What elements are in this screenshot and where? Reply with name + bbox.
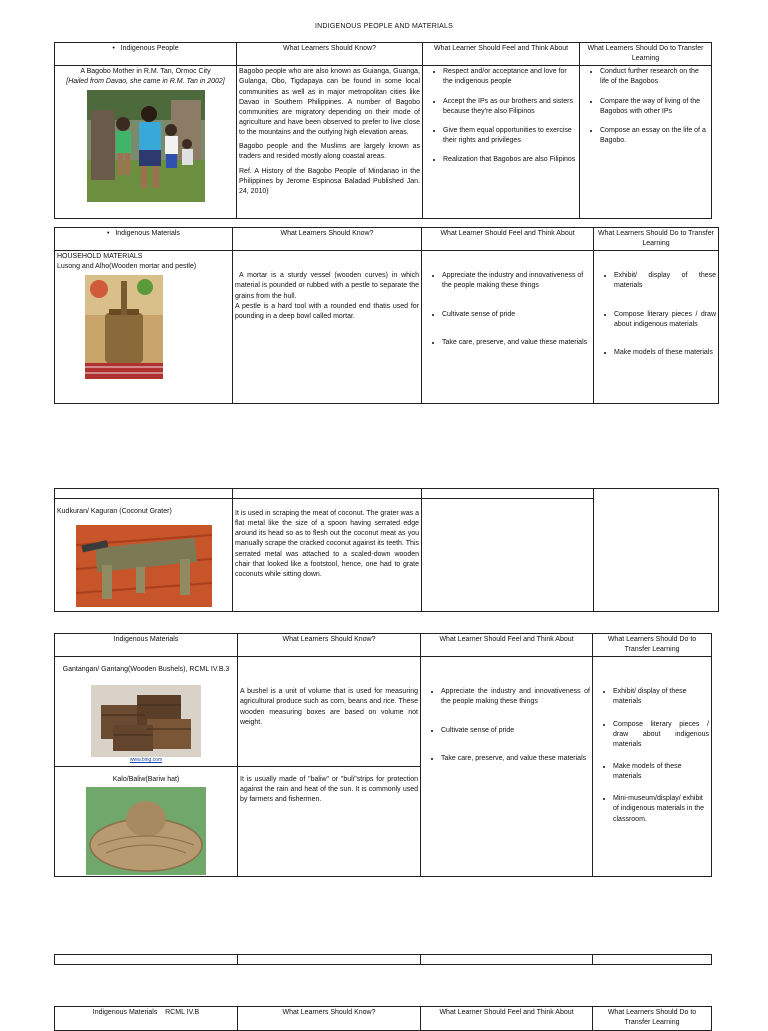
bariw-hat-photo xyxy=(86,787,206,875)
grater-know-cell xyxy=(233,499,422,612)
header-indigenous-materials: Indigenous Materials RCML IV.B xyxy=(55,1007,238,1031)
ip-know-paragraph-2: Bagobo people and the Muslims are largely known as traders and resided mostly along coastal areas. xyxy=(239,143,420,161)
header-indigenous-materials: Indigenous Materials xyxy=(55,634,238,657)
header-know: What Learners Should Know? xyxy=(238,634,421,657)
header-feel: What Learner Should Feel and Think About xyxy=(421,634,593,657)
list-item: • Make models of these materials xyxy=(613,762,709,782)
hat-description: It is usually made of "baliw" or "buli"strips for protection against the rain and heat of the sun. It is commonly used by farmers and fishermen. xyxy=(240,775,418,803)
list-item: • Accept the IPs as our brothers and sisters because they're also Filipinos xyxy=(443,97,577,117)
list-item: • Conduct further research on the life of the Bagobos xyxy=(600,67,709,87)
household-feel-cell xyxy=(422,251,594,404)
ip-know-paragraph-1: Bagobo people who are also known as Guianga, Guanga, Gulanga, Obo, Tigdapaya can be found in some local communities as well as in major metropolitan cities like Davao in Southern Philippines. A number of Bagobo communities are migratory depending on their mode of agriculture and have been observed to prefer to live close to the mountains and the outlying high elevation areas. xyxy=(239,68,420,137)
grater-item-cell xyxy=(55,499,233,612)
header-feel: What Learner Should Feel and Think About xyxy=(423,43,580,66)
pestle-description: A pestle is a hard tool with a rounded end thatis used for pounding in a deep bowl called mortar. xyxy=(235,302,419,320)
table-household-materials xyxy=(54,227,719,404)
ip-cell xyxy=(55,66,237,219)
household-know-cell xyxy=(233,251,422,404)
photo-caption-note: [Hailed from Davao, she came in R.M. Tan in 2002] xyxy=(66,78,225,86)
header-indigenous-materials: • Indigenous Materials xyxy=(55,228,233,251)
list-item: • Exhibit/ display of these materials xyxy=(614,271,716,291)
list-item: • Take care, preserve, and value these materials xyxy=(441,754,590,764)
photo-caption: A Bagobo Mother in R.M. Tan, Ormoc City xyxy=(80,68,211,76)
item-name: Gantangan/ Gantang(Wooden Bushels), RCML IV.B.3 xyxy=(62,666,230,674)
table-coconut-grater xyxy=(54,488,719,612)
bushel-item-cell xyxy=(55,657,238,766)
bagobo-mother-photo xyxy=(87,90,205,202)
list-item: • Give them equal opportunities to exercise their rights and privileges xyxy=(443,126,577,146)
header-feel: What Learner Should Feel and Think About xyxy=(422,228,594,251)
ip-transfer-cell xyxy=(580,66,712,219)
header-transfer: What Learners Should Do to Transfer Learning xyxy=(594,228,719,251)
photo-source-link[interactable]: www.bing.com xyxy=(129,757,163,764)
mortar-description: A mortar is a sturdy vessel (wooden curves) in which material is pounded or rubbed with a pestle to separate the grains from the hull. xyxy=(235,272,419,300)
item-name: Lusong and Alho(Wooden mortar and pestle) xyxy=(57,263,197,271)
coconut-grater-photo xyxy=(76,525,212,607)
table-bushels-and-hat xyxy=(54,633,712,877)
header-know: What Learners Should Know? xyxy=(237,43,423,66)
header-transfer: What Learners Should Do to Transfer Learning xyxy=(593,1007,712,1031)
list-item: • Compose literary pieces / draw about indigenous materials xyxy=(614,310,716,330)
materials-feel-cell xyxy=(421,657,593,877)
table-empty-row xyxy=(54,954,712,965)
header-know: What Learners Should Know? xyxy=(238,1007,421,1031)
bushel-know-cell xyxy=(238,657,421,766)
hat-know-cell xyxy=(238,766,421,876)
header-transfer: What Learners Should Do to Transfer Learning xyxy=(593,634,712,657)
category-label: HOUSEHOLD MATERIALS xyxy=(57,253,143,261)
header-indigenous-people: • Indigenous People xyxy=(55,43,237,66)
household-item-cell xyxy=(55,251,233,404)
list-item: • Take care, preserve, and value these materials xyxy=(442,338,591,348)
list-item: • Realization that Bagobos are also Filipinos xyxy=(443,155,577,165)
list-item: • Mini-museum/display/ exhibit of indigenous materials in the classroom. xyxy=(613,794,709,824)
wooden-bushels-photo xyxy=(91,685,201,757)
list-item: • Cultivate sense of pride xyxy=(441,726,590,736)
list-item: • Appreciate the industry and innovativeness of the people making these things xyxy=(441,687,590,707)
item-name: Kalo/Baliw(Bariw hat) xyxy=(112,775,180,783)
ip-know-cell xyxy=(237,66,423,219)
ip-feel-cell xyxy=(423,66,580,219)
table-indigenous-people xyxy=(54,42,712,219)
list-item: • Compose an essay on the life of a Bagobo. xyxy=(600,126,709,146)
mortar-pestle-photo xyxy=(85,275,163,379)
item-name: Kudkuran/ Kaguran (Coconut Grater) xyxy=(57,508,172,515)
household-transfer-cell xyxy=(594,251,719,404)
list-item: • Respect and/or acceptance and love for the indigenous people xyxy=(443,67,577,87)
table-materials-rcml xyxy=(54,1006,712,1031)
materials-transfer-cell xyxy=(593,657,712,877)
bushel-description: A bushel is a unit of volume that is used for measuring agricultural produce such as corn, beans and rice. These wooden measuring boxes are based on volume not weight. xyxy=(240,688,418,726)
header-transfer: What Learners Should Do to Transfer Learning xyxy=(580,43,712,66)
list-item: • Make models of these materials xyxy=(614,348,716,358)
list-item: • Compose literary pieces / draw about indigenous materials xyxy=(613,720,709,750)
list-item: • Cultivate sense of pride xyxy=(442,310,591,320)
list-item: • Exhibit/ display of these materials xyxy=(613,687,709,707)
list-item: • Appreciate the industry and innovativeness of the people making these things xyxy=(442,271,591,291)
header-know: What Learners Should Know? xyxy=(233,228,422,251)
page-title: INDIGENOUS PEOPLE AND MATERIALS xyxy=(315,23,453,30)
header-feel: What Learner Should Feel and Think About xyxy=(421,1007,593,1031)
list-item: • Compare the way of living of the Bagobos with other IPs xyxy=(600,97,709,117)
hat-item-cell xyxy=(55,766,238,876)
ip-know-reference: Ref. A History of the Bagobo People of Mindanao in the Philippines by Jerome Espinosa Baladad Published Jan. 24, 2010) xyxy=(239,167,420,195)
grater-description: It is used in scraping the meat of coconut. The grater was a flat metal like the size of a spoon having serrated edge around its head so as to flesh out the coconut meat as you manually scrape the cracked coconut against its teeth. This serrated metal was attached to a scaled-down wooden chair that looked like a footstool, hence, one had to grate coconuts while sitting down. xyxy=(235,510,419,578)
